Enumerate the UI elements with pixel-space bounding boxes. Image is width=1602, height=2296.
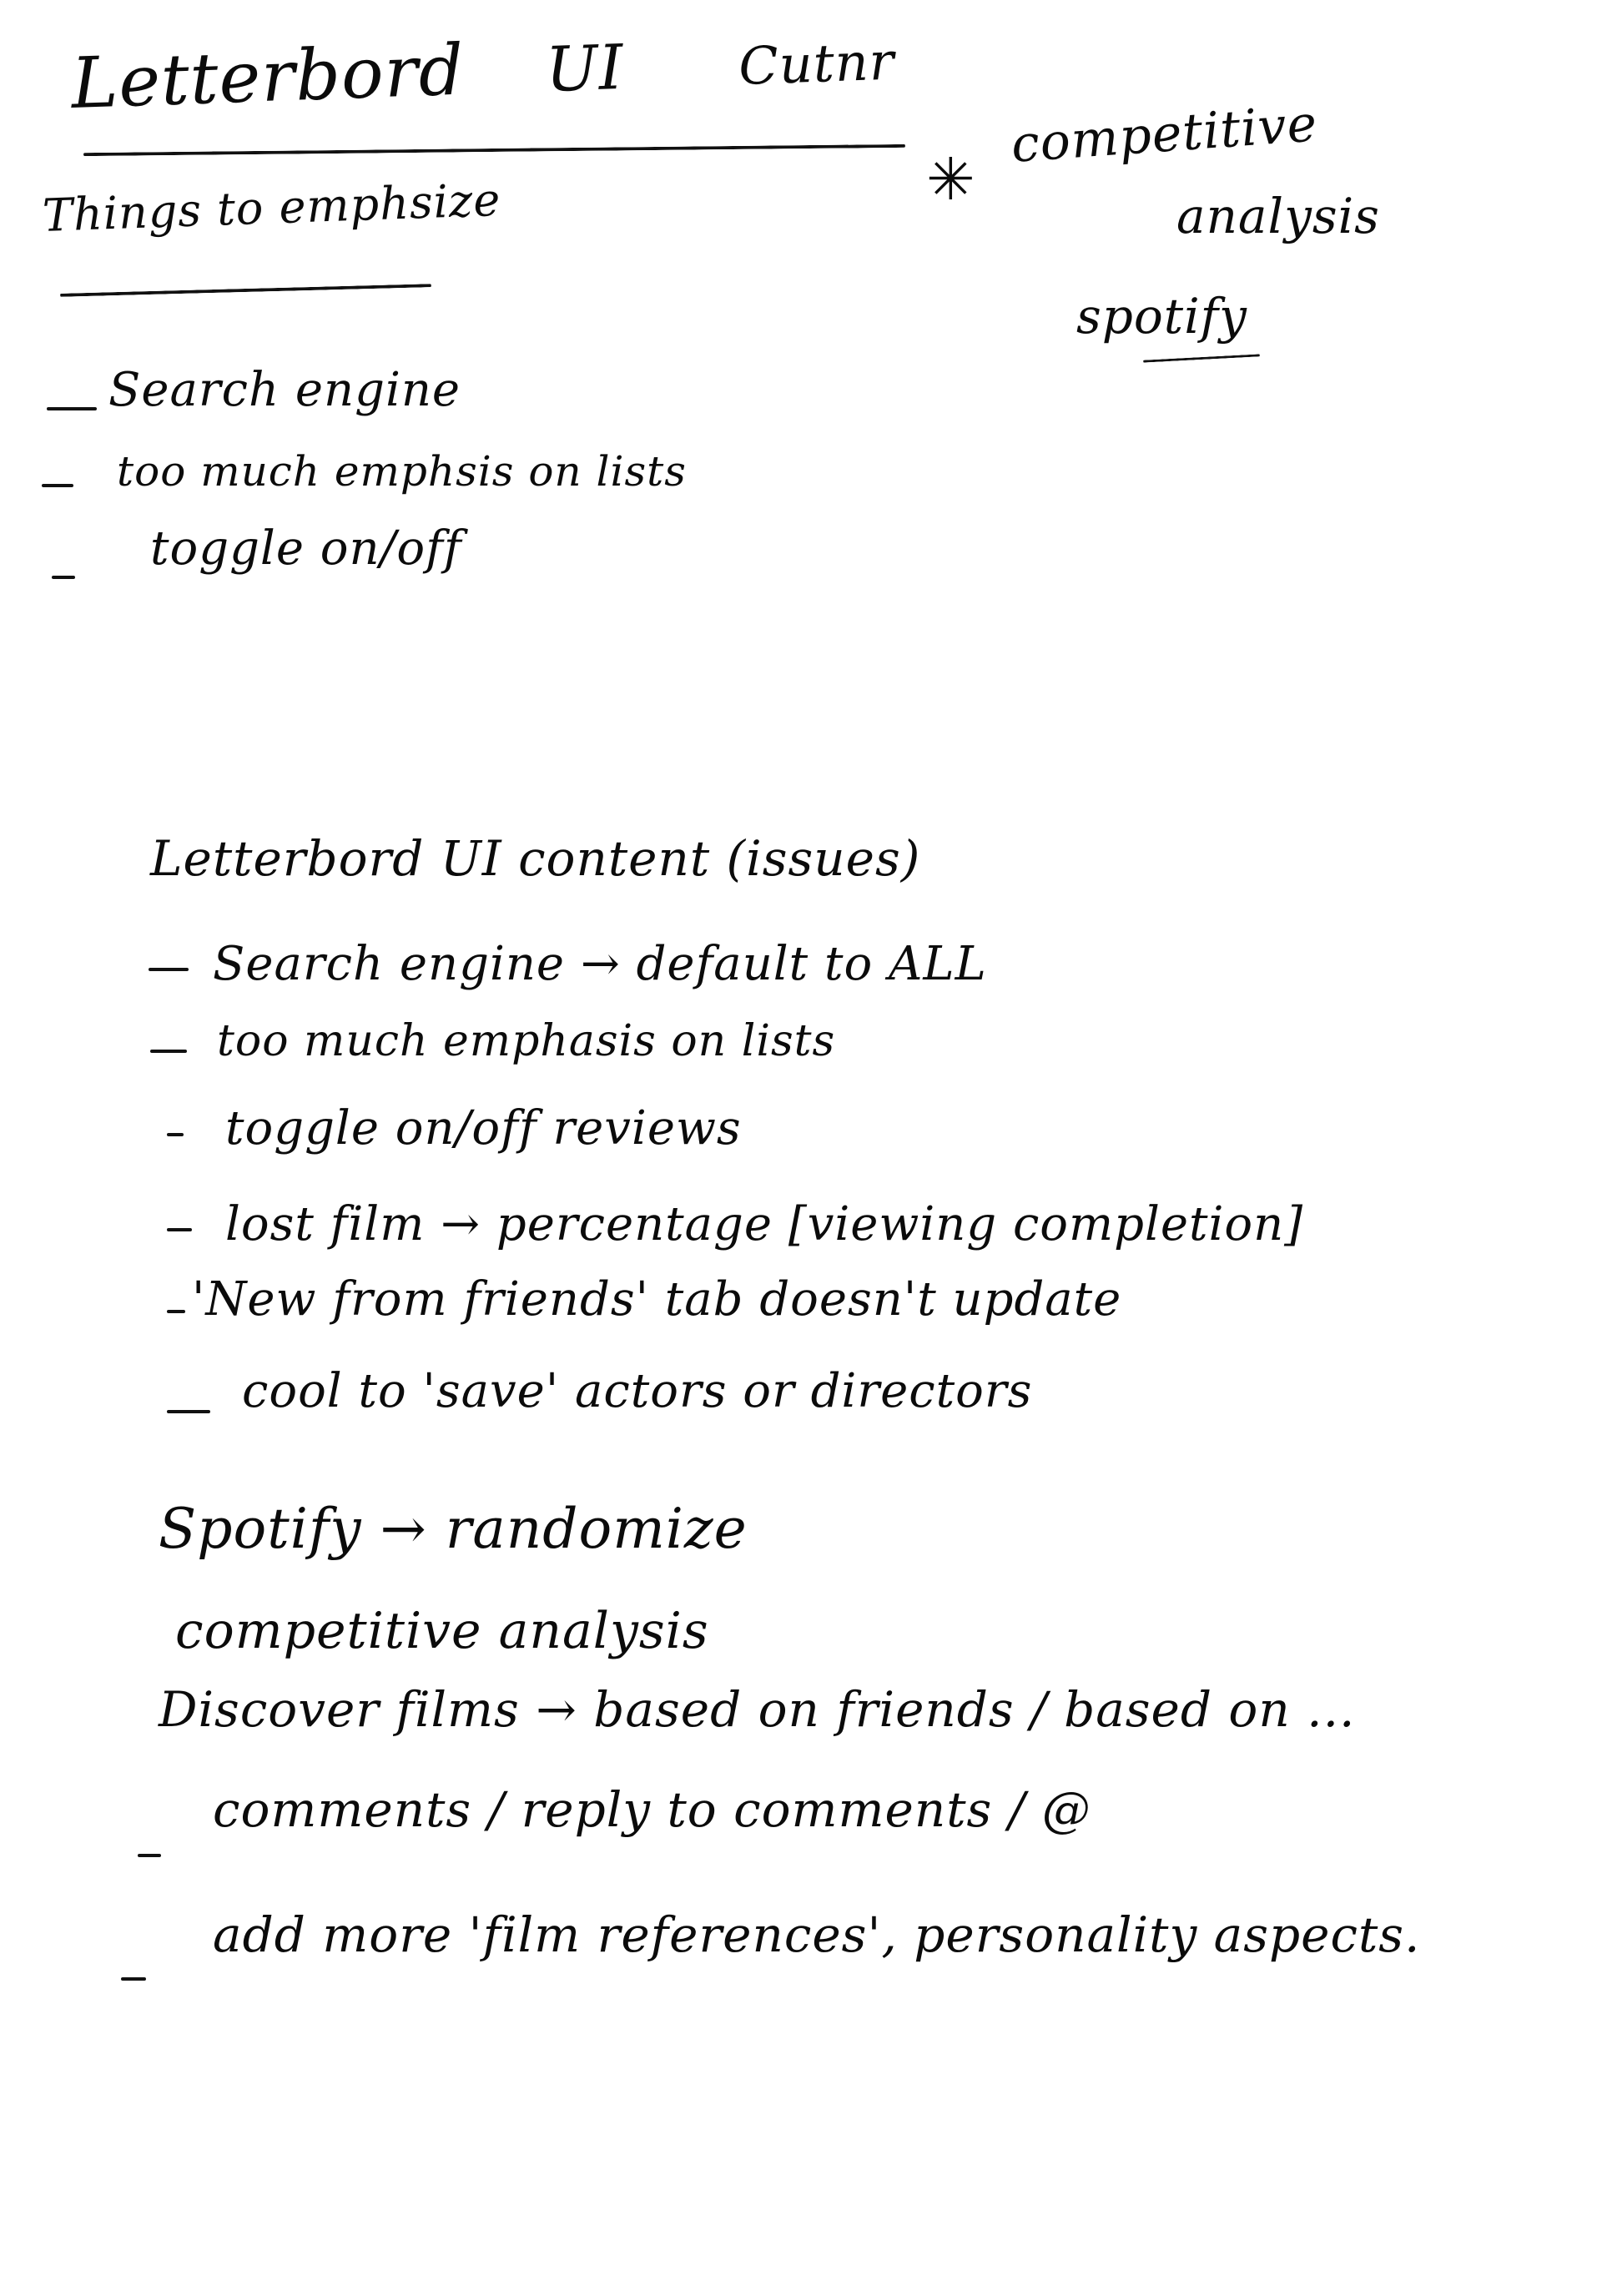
bullet-dash [42, 484, 73, 487]
bullet-dash [167, 1410, 210, 1413]
bullet-dash [150, 1050, 187, 1053]
bullet-dash [149, 968, 189, 971]
note-references: add more 'film references', personality aspects. [213, 1906, 1421, 1963]
page-title [69, 20, 896, 124]
bullet-dash [52, 576, 75, 579]
bullet-dash [138, 1854, 161, 1857]
title-underline [83, 144, 905, 156]
issue-item: cool to 'save' actors or directors [242, 1364, 1033, 1418]
bullet-dash [167, 1310, 185, 1313]
bullet-dash [121, 1977, 146, 1981]
note-competitive: competitive analysis [175, 1602, 709, 1660]
note-discover: Discover films → based on friends / based on ... [159, 1681, 1356, 1738]
emphasize-item: toggle on/off [150, 521, 462, 576]
issue-item: Search engine → default to ALL [213, 937, 987, 991]
bullet-dash [167, 1133, 184, 1136]
issue-item: lost film → percentage [viewing completion] [225, 1197, 1304, 1251]
section-subtitle: Things to emphsize [41, 173, 502, 242]
issue-item: 'New from friends' tab doesn't update [192, 1272, 1122, 1327]
subtitle-underline [60, 284, 431, 297]
bullet-dash [47, 407, 97, 410]
title-word-1: Letterbord [69, 28, 466, 124]
title-word-2: UI [544, 31, 626, 107]
title-word-3: Cutnr [738, 30, 896, 98]
issue-item: too much emphasis on lists [217, 1016, 836, 1066]
note-comments: comments / reply to comments / @ [213, 1781, 1091, 1838]
note-spotify: Spotify → randomize [159, 1497, 748, 1561]
side-note-line-1: competitive [1009, 94, 1320, 174]
issues-heading: Letterbord UI content (issues) [150, 830, 921, 887]
asterisk-icon: ✳ [926, 145, 976, 214]
issue-item: toggle on/off reviews [225, 1101, 742, 1156]
emphasize-item: Search engine [108, 363, 461, 417]
emphasize-item: too much emphsis on lists [117, 447, 687, 496]
bullet-dash [167, 1228, 192, 1231]
side-note-underline [1143, 354, 1260, 362]
side-note-line-2: analysis [1176, 188, 1380, 244]
side-note-line-3: spotify [1076, 288, 1247, 345]
